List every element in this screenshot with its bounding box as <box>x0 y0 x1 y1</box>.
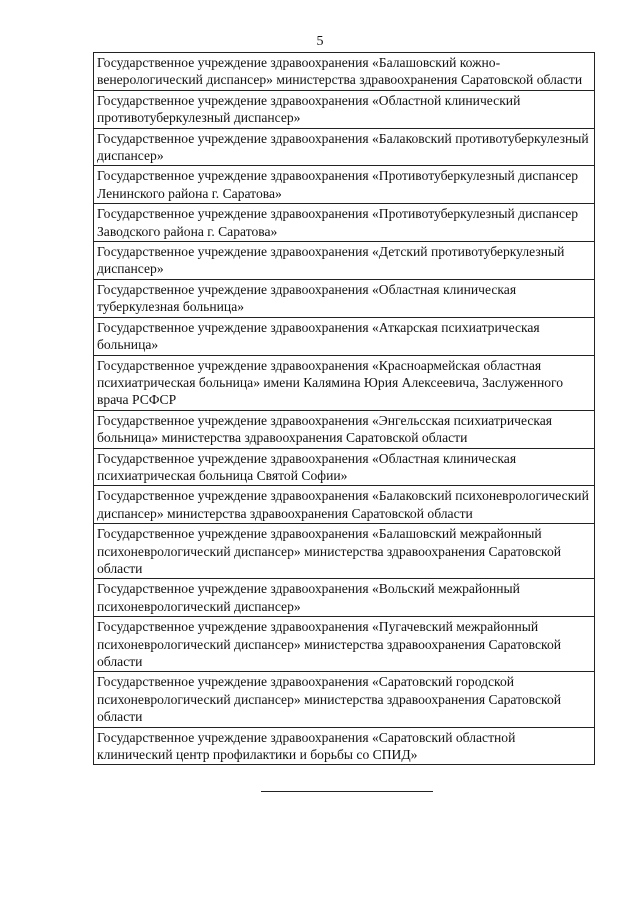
table-cell: Государственное учреждение здравоохранения «Противотуберкулезный диспансер Заводского района г. Саратова» <box>94 204 595 242</box>
table-row <box>94 128 595 166</box>
table-row <box>94 486 595 524</box>
table-cell: Государственное учреждение здравоохранения «Саратовский городской психоневрологический диспансер» министерства здравоохранения Саратовской области <box>94 672 595 727</box>
table-cell: Государственное учреждение здравоохранения «Противотуберкулезный диспансер Ленинского района г. Саратова» <box>94 166 595 204</box>
table-row <box>94 727 595 765</box>
table-row <box>94 617 595 672</box>
footer-separator-line <box>261 791 433 792</box>
table-row <box>94 524 595 579</box>
table-row <box>94 90 595 128</box>
table-row <box>94 355 595 410</box>
table-cell: Государственное учреждение здравоохранения «Областной клинический противотуберкулезный диспансер» <box>94 90 595 128</box>
table-cell: Государственное учреждение здравоохранения «Аткарская психиатрическая больница» <box>94 317 595 355</box>
table-row <box>94 448 595 486</box>
table-row <box>94 242 595 280</box>
table-row <box>94 53 595 91</box>
page-number: 5 <box>316 34 324 49</box>
table-row <box>94 204 595 242</box>
table-cell: Государственное учреждение здравоохранения «Балашовский кожно-венерологический диспансер» министерства здравоохранения Саратовской области <box>94 53 595 91</box>
table-row <box>94 410 595 448</box>
table-cell: Государственное учреждение здравоохранения «Балаковский противотуберкулезный диспансер» <box>94 128 595 166</box>
table-cell: Государственное учреждение здравоохранения «Балаковский психоневрологический диспансер» министерства здравоохранения Саратовской области <box>94 486 595 524</box>
institutions-table-body <box>94 53 595 765</box>
table-cell: Государственное учреждение здравоохранения «Красноармейская областная психиатрическая больница» имени Калямина Юрия Алексеевича, Заслуженного врача РСФСР <box>94 355 595 410</box>
table-cell: Государственное учреждение здравоохранения «Балашовский межрайонный психоневрологический диспансер» министерства здравоохранения Саратовской области <box>94 524 595 579</box>
table-row <box>94 317 595 355</box>
institutions-table <box>93 52 595 765</box>
table-cell: Государственное учреждение здравоохранения «Областная клиническая туберкулезная больница» <box>94 279 595 317</box>
table-row <box>94 166 595 204</box>
table-row <box>94 672 595 727</box>
table-row <box>94 279 595 317</box>
table-row <box>94 579 595 617</box>
table-cell: Государственное учреждение здравоохранения «Саратовский областной клинический центр профилактики и борьбы со СПИД» <box>94 727 595 765</box>
table-cell: Государственное учреждение здравоохранения «Детский противотуберкулезный диспансер» <box>94 242 595 280</box>
table-cell: Государственное учреждение здравоохранения «Вольский межрайонный психоневрологический диспансер» <box>94 579 595 617</box>
table-cell: Государственное учреждение здравоохранения «Областная клиническая психиатрическая больница Святой Софии» <box>94 448 595 486</box>
table-cell: Государственное учреждение здравоохранения «Энгельсская психиатрическая больница» министерства здравоохранения Саратовской области <box>94 410 595 448</box>
table-cell: Государственное учреждение здравоохранения «Пугачевский межрайонный психоневрологический диспансер» министерства здравоохранения Саратовской области <box>94 617 595 672</box>
